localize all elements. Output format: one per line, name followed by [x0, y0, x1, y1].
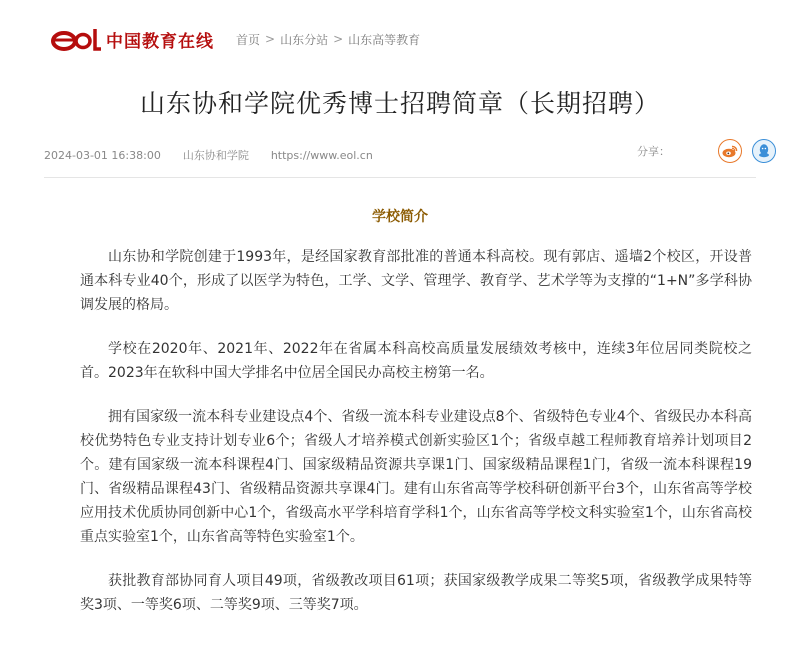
meta-divider	[44, 177, 756, 178]
paragraph: 山东协和学院创建于1993年，是经国家教育部批准的普通本科高校。现有郭店、遥墙2个校区，开设普通本科专业40个，形成了以医学为特色，工学、文学、管理学、教育学、艺术学等为支撑的“1+N”多学科协调发展的格局。	[80, 249, 752, 313]
publish-date: 2024-03-01 16:38:00	[44, 148, 161, 162]
qq-share-button[interactable]	[752, 139, 776, 163]
logo-text: 中国教育在线	[106, 31, 214, 52]
site-header	[50, 22, 420, 56]
source-site: https://www.eol.cn	[270, 148, 373, 162]
weibo-share-button[interactable]	[718, 139, 742, 163]
article-source: 山东协和学院	[182, 149, 249, 162]
article-body	[80, 245, 752, 637]
paragraph: 拥有国家级一流本科专业建设点4个、省级一流本科专业建设点8个、省级特色专业4个、省级民办本科高校优势特色专业支持计划专业6个；省级人才培养模式创新实验区1个；省级卓越工程师教育培养计划项目2个。建有国家级一流本科课程4门、国家级精品资源共享课1门、国家级精品课程1门，省级一流本科课程19门、省级精品课程43门、省级精品资源共享课4门。建有山东省高等学校科研创新平台3个，山东省高等学校应用技术优质协同创新中心1个，省级高水平学科培育学科1个，山东省高等学校文科实验室1个，山东省高校重点实验室1个，山东省高等特色实验室1个。	[80, 409, 752, 545]
breadcrumb-shandong[interactable]: 山东分站	[280, 32, 329, 47]
site-logo[interactable]	[50, 24, 214, 54]
paragraph: 学校在2020年、2021年、2022年在省属本科高校高质量发展绩效考核中，连续3年位居同类院校之首。2023年在软科中国大学排名中位居全国民办高校主榜第一名。	[80, 341, 752, 381]
share-label: 分享：	[637, 145, 670, 158]
breadcrumb	[236, 31, 420, 48]
paragraph: 获批教育部协同育人项目49项，省级教改项目61项；获国家级教学成果二等奖5项，省级教学成果特等奖3项、一等奖6项、二等奖9项、三等奖7项。	[80, 573, 752, 613]
breadcrumb-home[interactable]: 首页	[236, 32, 261, 47]
qq-icon	[757, 143, 771, 159]
breadcrumb-higher-education[interactable]: 山东高等教育	[348, 32, 421, 47]
section-title: 学校简介	[372, 209, 428, 225]
article-title: 山东协和学院优秀博士招聘简章（长期招聘）	[139, 89, 660, 118]
eol-logo-icon	[50, 24, 102, 54]
breadcrumb-separator: >	[333, 32, 344, 46]
weibo-icon	[722, 144, 738, 158]
breadcrumb-separator: >	[265, 32, 276, 46]
share-bar	[637, 139, 776, 163]
